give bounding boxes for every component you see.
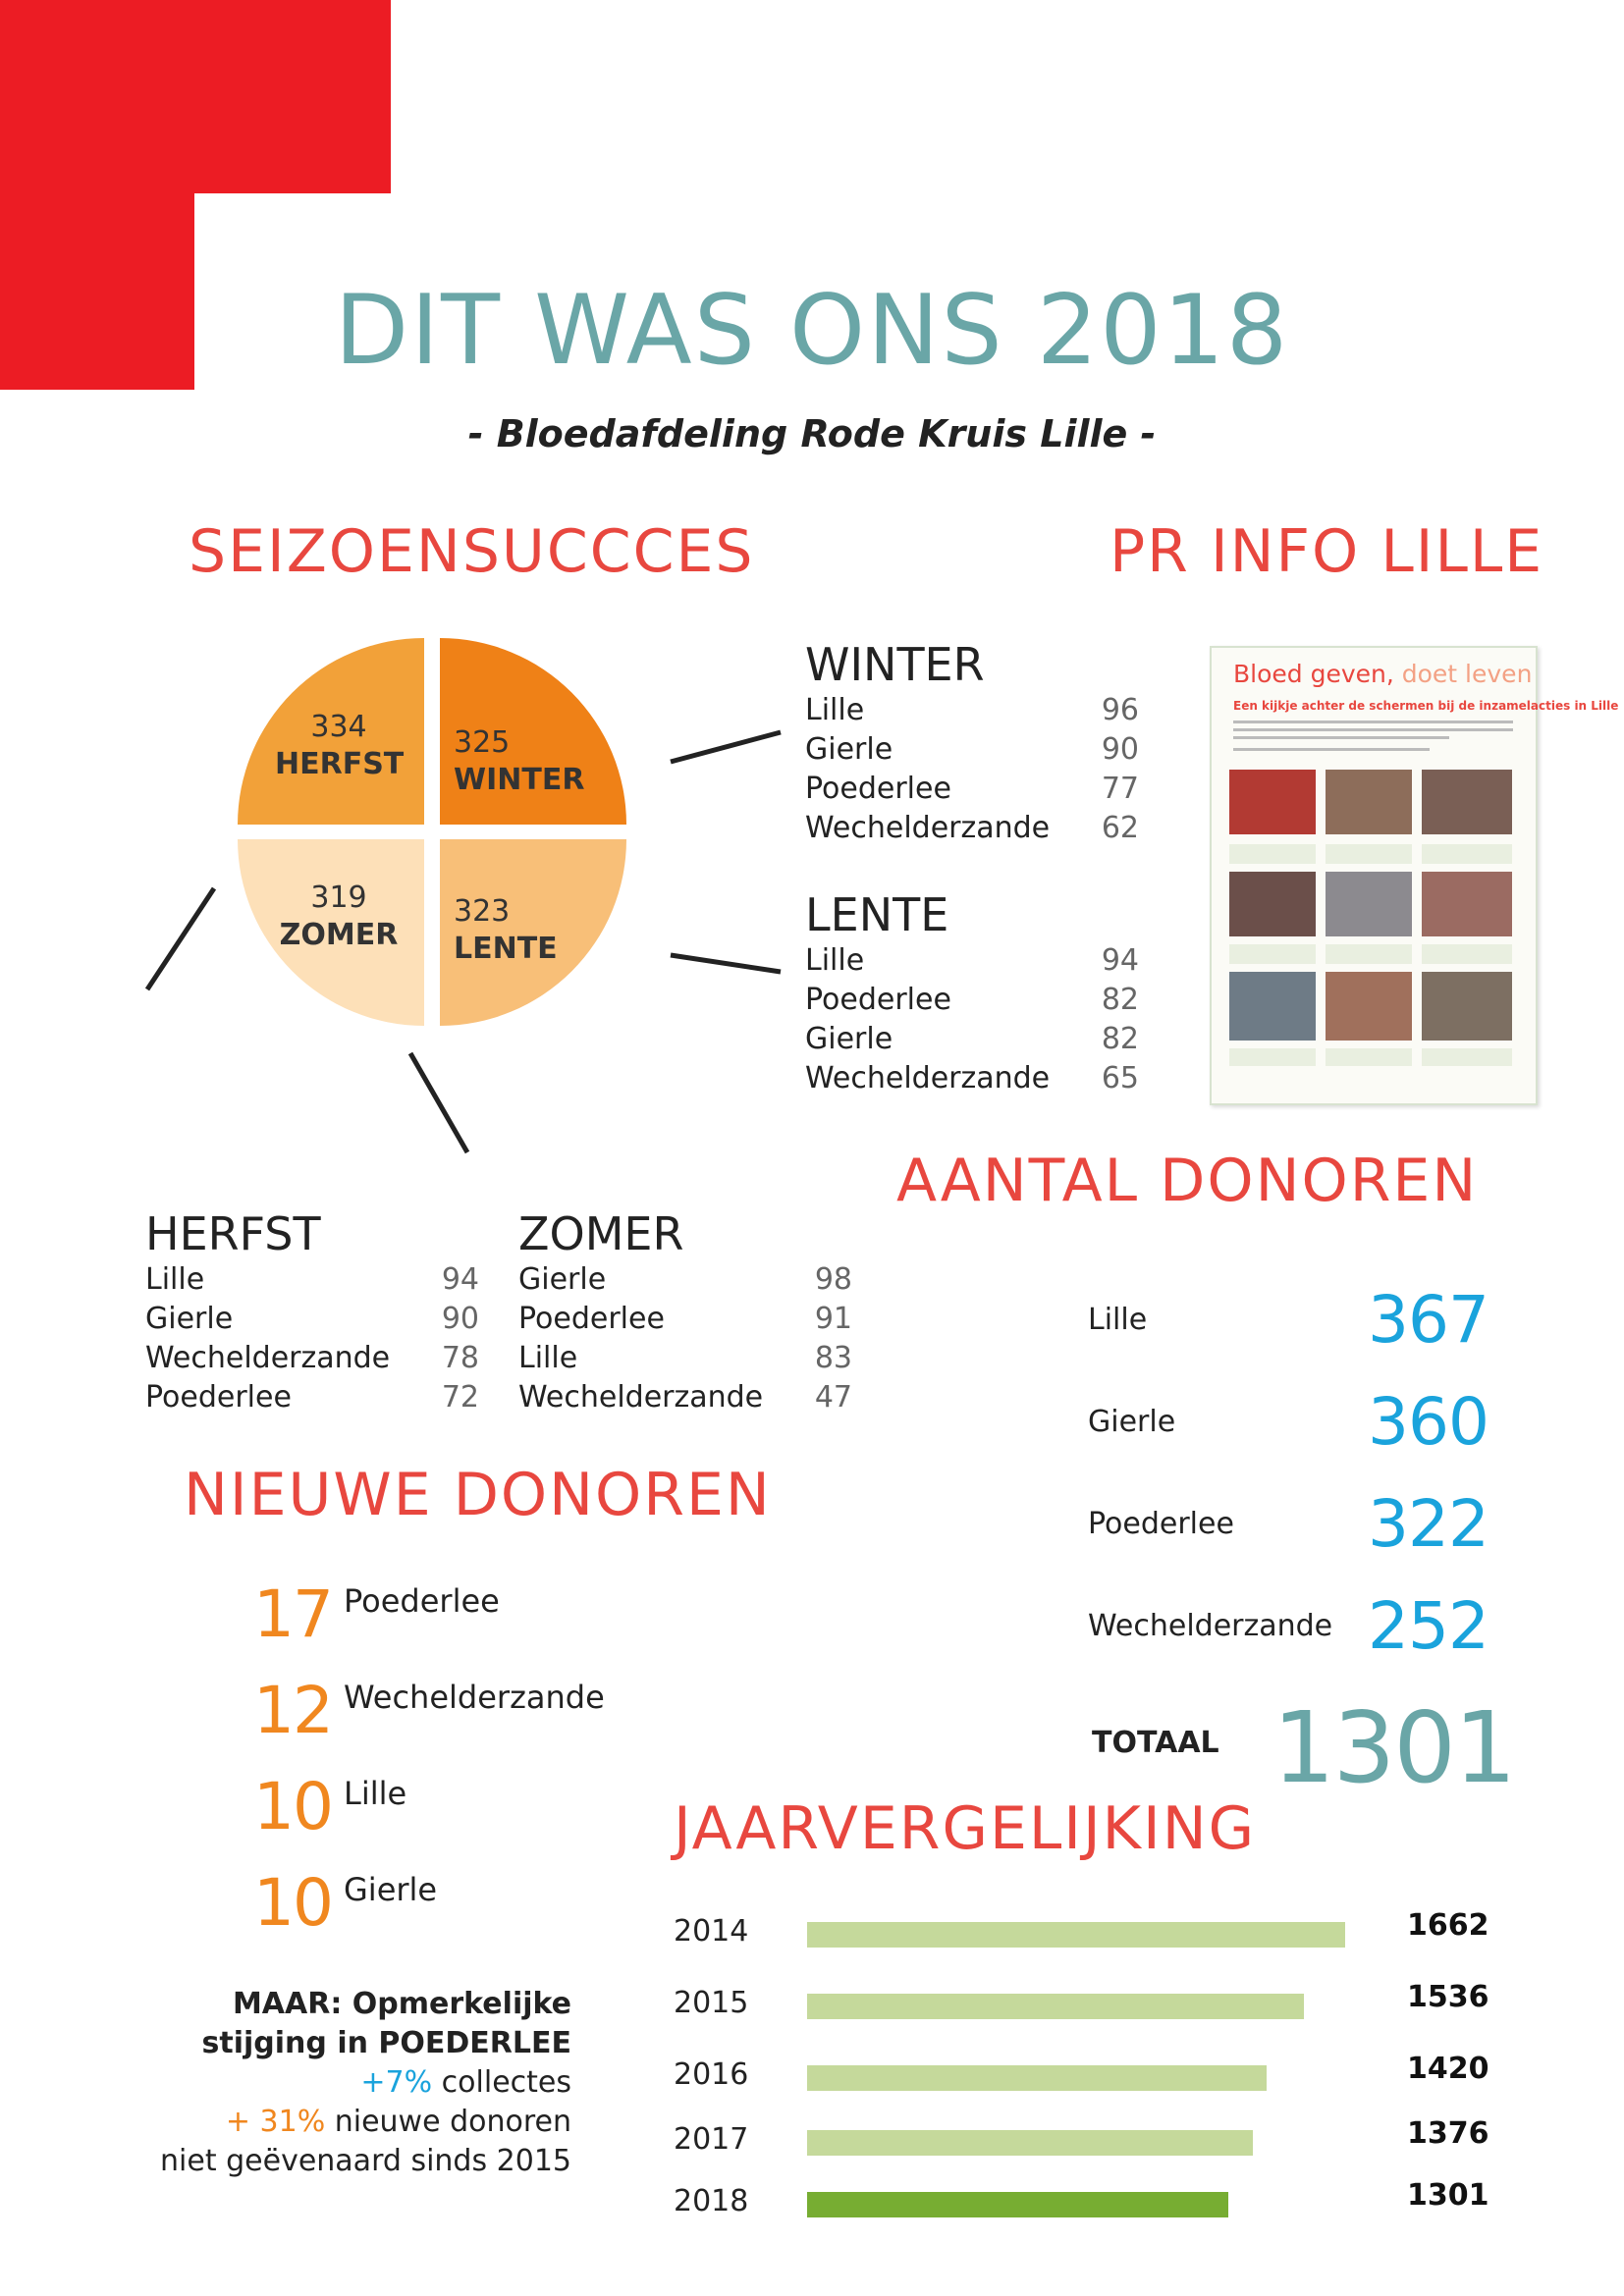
- herfst-list: [145, 1207, 479, 1417]
- year-value-2016: 1420: [1407, 2052, 1489, 2086]
- pie-value-zomer: 319: [310, 881, 367, 915]
- leader-line-lente: [671, 955, 781, 972]
- pie-value-herfst: 334: [310, 710, 367, 744]
- note-line-3: +7% collectes: [360, 2065, 571, 2100]
- nieuwe-list: [253, 1576, 605, 1965]
- year-bar-2018: [807, 2192, 1228, 2217]
- list-item: Gierle 360: [1088, 1383, 1489, 1460]
- lente-heading: LENTE: [805, 888, 949, 941]
- list-item: Poederlee 82: [805, 983, 1139, 1017]
- year-label-2015: 2015: [674, 1986, 749, 2020]
- total-value: 1301: [1272, 1690, 1515, 1805]
- year-bar-2014: [807, 1922, 1345, 1948]
- year-bar-chart: [674, 1895, 1518, 2218]
- note-line-5: niet geëvenaard sinds 2015: [160, 2144, 571, 2178]
- year-bar-2017: [807, 2130, 1253, 2156]
- pie-season-herfst: HERFST: [275, 747, 405, 781]
- list-item: Lille 96: [805, 693, 1139, 727]
- year-value-2017: 1376: [1407, 2116, 1489, 2151]
- pie-season-lente: LENTE: [454, 932, 558, 966]
- zomer-heading: ZOMER: [518, 1207, 684, 1260]
- note-line-1: MAAR: Opmerkelijke: [232, 1987, 571, 2021]
- seasons-heading: SEIZOENSUCCCES: [189, 517, 755, 586]
- year-value-2018: 1301: [1407, 2178, 1489, 2213]
- newspaper-clipping: [1210, 646, 1619, 1105]
- list-item: Lille 83: [518, 1341, 852, 1375]
- list-item: Wechelderzande 252: [1088, 1587, 1489, 1664]
- list-item: Wechelderzande 62: [805, 811, 1139, 845]
- aantal-heading: AANTAL DONOREN: [896, 1147, 1479, 1215]
- year-bar-2016: [807, 2065, 1267, 2091]
- zomer-list: [518, 1207, 852, 1417]
- winter-list: [805, 638, 1139, 848]
- note-line-2: stijging in POEDERLEE: [201, 2026, 571, 2060]
- leader-line-winter: [671, 732, 781, 762]
- aantal-list: [1088, 1268, 1489, 1677]
- year-value-2015: 1536: [1407, 1980, 1489, 2014]
- pie-season-winter: WINTER: [454, 763, 585, 797]
- list-item: 10 Lille: [253, 1769, 407, 1844]
- pie-value-lente: 323: [454, 894, 511, 929]
- list-item: Poederlee 322: [1088, 1485, 1489, 1562]
- year-label-2014: 2014: [674, 1914, 749, 1949]
- clipping-photo-grid: [1229, 770, 1520, 1078]
- list-item: Gierle 90: [145, 1302, 479, 1336]
- list-item: Gierle 98: [518, 1262, 852, 1297]
- year-value-2014: 1662: [1407, 1908, 1489, 1943]
- pie-value-winter: 325: [454, 725, 511, 760]
- list-item: Wechelderzande 47: [518, 1380, 852, 1415]
- leader-line-zomer: [147, 888, 214, 989]
- year-bar-2015: [807, 1994, 1304, 2019]
- total-label: TOTAAL: [1092, 1726, 1219, 1760]
- nieuwe-heading: NIEUWE DONOREN: [184, 1461, 772, 1529]
- list-item: 12 Wechelderzande: [253, 1673, 605, 1748]
- year-label-2018: 2018: [674, 2184, 749, 2218]
- pie-season-zomer: ZOMER: [279, 918, 399, 952]
- note-line-4: + 31% nieuwe donoren: [225, 2105, 571, 2139]
- list-item: Wechelderzande 78: [145, 1341, 479, 1375]
- page-title: DIT WAS ONS 2018: [334, 275, 1290, 387]
- list-item: Wechelderzande 65: [805, 1061, 1139, 1095]
- pr-heading: PR INFO LILLE: [1110, 517, 1544, 586]
- leader-line-herfst: [410, 1053, 467, 1152]
- lente-list: [805, 888, 1139, 1098]
- list-item: Lille 367: [1088, 1281, 1489, 1358]
- winter-heading: WINTER: [805, 638, 985, 691]
- list-item: Poederlee 77: [805, 772, 1139, 806]
- herfst-heading: HERFST: [145, 1207, 321, 1260]
- list-item: 10 Gierle: [253, 1865, 438, 1941]
- list-item: Gierle 82: [805, 1022, 1139, 1056]
- list-item: Lille 94: [145, 1262, 479, 1297]
- list-item: Poederlee 72: [145, 1380, 479, 1415]
- list-item: 17 Poederlee: [253, 1576, 500, 1652]
- list-item: Lille 94: [805, 943, 1139, 978]
- poederlee-note: [98, 1985, 571, 2181]
- list-item: Gierle 90: [805, 732, 1139, 767]
- list-item: Poederlee 91: [518, 1302, 852, 1336]
- page-subtitle: - Bloedafdeling Rode Kruis Lille -: [467, 412, 1157, 455]
- year-label-2017: 2017: [674, 2122, 749, 2157]
- jaar-heading: JAARVERGELIJKING: [674, 1794, 1257, 1863]
- year-label-2016: 2016: [674, 2057, 749, 2092]
- clipping-subtitle: Een kijkje achter de schermen bij de inzamelacties in Lille: [1233, 699, 1619, 713]
- clipping-title: Bloed geven, doet leven: [1233, 660, 1533, 688]
